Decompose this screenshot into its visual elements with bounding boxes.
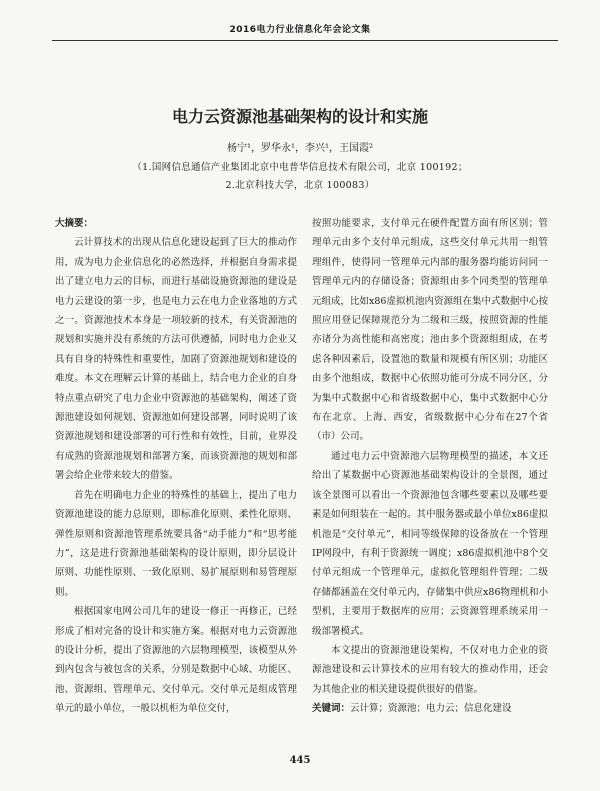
- header-rule: [52, 40, 558, 41]
- abstract-paragraph-2: 首先在明确电力企业的特殊性的基础上，提出了电力资源池建设的能力总原则，即标准化原则、柔性化原则、弹性原则和资源池管理系统要具备“动手能力”和“思考能力”，这是进行资源池基础架构的设计原则，即分层设计原则、功能性原则、一致化原则、易扩展原则和易管理原则。: [55, 489, 297, 598]
- authors: 杨宁¹，罗华永¹，李兴¹，王国霞²: [226, 143, 374, 154]
- abstract-paragraph-5: 通过电力云中资源池六层物理模型的描述，本文还给出了某数据中心资源池基础架构设计的全景图，通过该全景图可以看出一个资源池包含哪些要素以及哪些要素是如何组装在一起的。其中服务器或最小单位x86虚拟机池是“交付单元”，相同等级保障的设备放在一个管理IP网段中，有利于资源统一调度；x86虚拟机池中8个交付单元组成一个管理单元，虚拟化管理组件管理；二级存储都涵盖在交付单元内，存储集中供应x86物理机和小型机，主要用于数据库的应用；云资源管理系统采用一级部署模式。: [312, 450, 548, 637]
- paper-title: 电力云资源池基础架构的设计和实施: [171, 107, 428, 126]
- abstract-label-line: [55, 214, 297, 233]
- affiliation-line-1: （1.国网信息通信产业集团北京中电普华信息技术有限公司，北京 100192；: [132, 162, 468, 173]
- keywords-text: 云计算；资源池；电力云；信息化建设: [350, 703, 512, 715]
- abstract-paragraph-6: 本文提出的资源池建设架构，不仅对电力企业的资源池建设和云计算技术的应用有较大的推动作用，还会为其他企业的相关建设提供很好的借鉴。: [312, 644, 548, 695]
- abstract-paragraph-1: 云计算技术的出现从信息化建设起到了巨大的推动作用，成为电力企业信息化的必然选择，并根据自身需求提出了建立电力云的目标，而进行基础设施资源池的建设是电力云建设的第一步，也是电力云在电力企业落地的方式之一。资源池技术本身是一项较新的技术，有关资源池的规划和实施并没有系统的方法可供遵循，同时电力企业又具有自身的特殊性和重要性，加剧了资源池规划和建设的难度。本文在理解云计算的基础上，结合电力企业的自身特点重点研究了电力企业中资源池的基础架构，阐述了资源池建设如何规划、资源池如何建设部署，同时说明了该资源池规划和建设部署的可行性和有效性，目前，业界没有成熟的资源池规划和部署方案，而该资源池的规划和部署会给企业带来较大的借鉴。: [55, 237, 297, 482]
- running-header: 2016电力行业信息化年会论文集: [229, 25, 371, 35]
- abstract-right-column: [312, 214, 548, 719]
- abstract-left-column: [55, 214, 297, 719]
- keywords-label: 关键词：: [312, 703, 351, 715]
- abstract-paragraph-4: 按照功能要求，支付单元在硬件配置方面有所区别；管理单元由多个支付单元组成，这些交付单元共用一组管理组件，使得同一管理单元内部的服务器均能访问同一管理单元内的存储设备；资源组由多个同类型的管理单元组成，比如x86虚拟机池内资源组在集中式数据中心按照应用登记保障规范分为二级和三级，按照资源的性能亦诸分为高性能和高密度；池由多个资源组组成，在考虑各种因素后，设置池的数量和规模有所区别；功能区由多个池组成，数据中心依照功能可分成不同分区，分为集中式数据中心和省级数据中心，集中式数据中心分布在北京、上海、西安，省级数据中心分布在27个省（市）公司。: [312, 218, 548, 443]
- abstract-paragraph-3: 根据国家电网公司几年的建设一修正一再修正，已经形成了相对完备的设计和实施方案。根据对电力云资源池的设计分析，提出了资源池的六层物理模型，该模型从外到内包含与被包含的关系，分别是数据中心域、功能区、池、资源组、管理单元、交付单元。交付单元是组成管理单元的最小单位，一般以机柜为单位交付，: [55, 606, 297, 715]
- affiliation-line-2: 2.北京科技大学，北京 100083）: [225, 180, 375, 191]
- page-number: 445: [289, 755, 311, 766]
- abstract-label: 大摘要：: [55, 218, 94, 229]
- keywords-line: [312, 699, 548, 718]
